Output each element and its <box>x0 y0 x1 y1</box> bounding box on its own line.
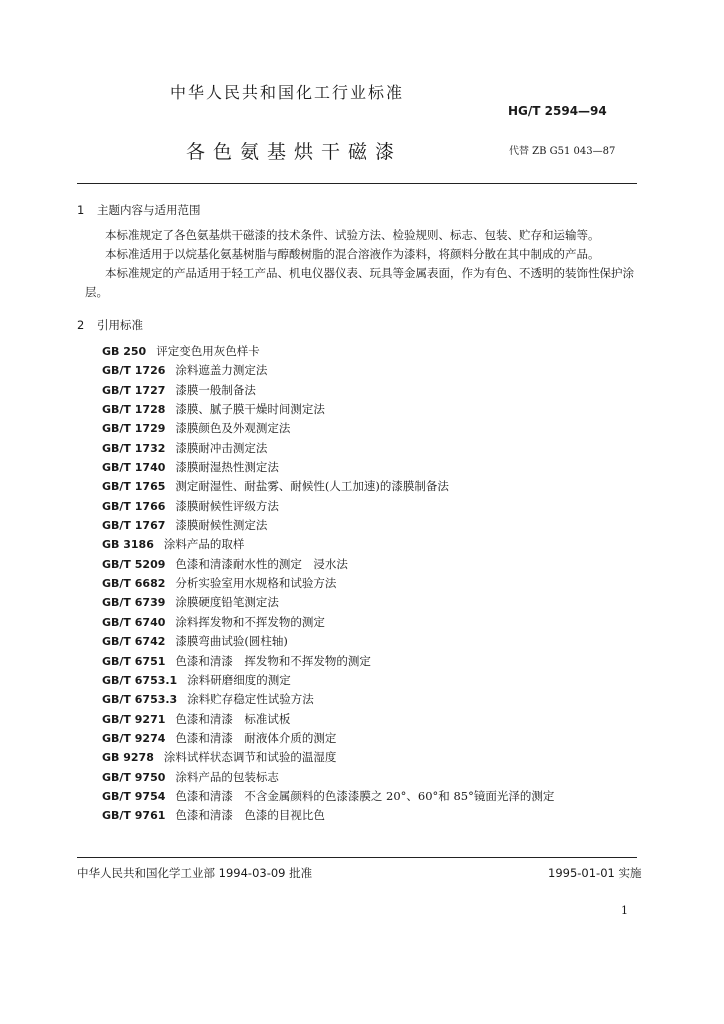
reference-title: 色漆和清漆 不含金属颜料的色漆漆膜之 20°、60°和 85°镜面光泽的测定 <box>175 788 555 803</box>
reference-title: 漆膜耐冲击测定法 <box>175 440 268 455</box>
reference-title: 色漆和清漆 色漆的目视比色 <box>175 808 325 823</box>
reference-code: GB/T 9750 <box>102 770 166 784</box>
reference-item <box>102 574 554 593</box>
reference-title: 漆膜颜色及外观测定法 <box>175 421 291 436</box>
reference-item <box>102 381 554 400</box>
replaces-note: 代替 ZB G51 043—87 <box>509 146 616 157</box>
reference-item <box>102 400 554 419</box>
reference-code: GB/T 6682 <box>102 577 166 591</box>
implementation-date: 1995-01-01 实施 <box>548 866 642 880</box>
reference-item <box>102 458 554 477</box>
reference-item <box>102 729 554 748</box>
reference-item <box>102 652 554 671</box>
reference-title: 分析实验室用水规格和试验方法 <box>175 576 337 591</box>
reference-code: GB/T 9754 <box>102 789 166 803</box>
section-1-heading <box>77 202 201 218</box>
reference-title: 测定耐湿性、耐盐雾、耐候性(人工加速)的漆膜制备法 <box>175 479 449 494</box>
reference-code: GB/T 1766 <box>102 499 166 513</box>
reference-item <box>102 477 554 496</box>
header-divider <box>77 183 637 184</box>
paragraph: 本标准规定的产品适用于轻工产品、机电仪器仪表、玩具等金属表面，作为有色、不透明的装饰性保护涂层。 <box>85 266 634 299</box>
reference-title: 涂料遮盖力测定法 <box>175 363 268 378</box>
reference-code: GB/T 1767 <box>102 519 166 533</box>
reference-code: GB/T 6751 <box>102 654 166 668</box>
reference-item <box>102 593 554 612</box>
reference-title: 涂料贮存稳定性试验方法 <box>187 692 314 707</box>
reference-code: GB 9278 <box>102 751 154 765</box>
paragraph: 本标准适用于以烷基化氨基树脂与醇酸树脂的混合溶液作为漆料，将颜料分散在其中制成的产品。 <box>105 247 600 261</box>
section-title: 主题内容与适用范围 <box>97 203 201 217</box>
reference-item <box>102 439 554 458</box>
reference-code: GB/T 1727 <box>102 383 166 397</box>
reference-item <box>102 516 554 535</box>
reference-title: 色漆和清漆 挥发物和不挥发物的测定 <box>175 653 371 668</box>
reference-title: 涂料试样状态调节和试验的温湿度 <box>163 750 337 765</box>
reference-item <box>102 671 554 690</box>
approval-line: 中华人民共和国化学工业部 1994-03-09 批准 <box>77 866 313 880</box>
reference-item <box>102 555 554 574</box>
section-number: 2 <box>77 318 85 332</box>
reference-code: GB/T 6753.3 <box>102 693 178 707</box>
reference-title: 漆膜耐湿热性测定法 <box>175 460 279 475</box>
reference-code: GB/T 9761 <box>102 809 166 823</box>
reference-item <box>102 342 554 361</box>
reference-title: 漆膜耐候性测定法 <box>175 518 268 533</box>
reference-title: 涂料产品的取样 <box>163 537 245 552</box>
reference-code: GB 3186 <box>102 538 154 552</box>
page-number: 1 <box>621 904 628 917</box>
reference-title: 漆膜弯曲试验(圆柱轴) <box>175 634 288 649</box>
reference-code: GB/T 1765 <box>102 480 166 494</box>
reference-item <box>102 768 554 787</box>
reference-title: 漆膜一般制备法 <box>175 382 256 397</box>
reference-code: GB/T 9274 <box>102 731 166 745</box>
reference-item <box>102 497 554 516</box>
reference-title: 评定变色用灰色样卡 <box>156 344 260 358</box>
reference-item <box>102 787 554 806</box>
reference-code: GB/T 1726 <box>102 364 166 378</box>
paragraph: 本标准规定了各色氨基烘干磁漆的技术条件、试验方法、检验规则、标志、包装、贮存和运输等。 <box>105 228 600 242</box>
reference-title: 涂料产品的包装标志 <box>175 769 279 784</box>
reference-code: GB/T 1729 <box>102 422 166 436</box>
reference-item <box>102 806 554 825</box>
reference-code: GB/T 6753.1 <box>102 673 178 687</box>
reference-item <box>102 419 554 438</box>
reference-item <box>102 361 554 380</box>
reference-title: 涂膜硬度铅笔测定法 <box>175 595 279 610</box>
reference-code: GB/T 6740 <box>102 615 166 629</box>
reference-code: GB/T 9271 <box>102 712 166 726</box>
reference-item <box>102 710 554 729</box>
document-title: 各色氨基烘干磁漆 <box>186 141 403 163</box>
reference-list <box>102 342 554 826</box>
reference-code: GB/T 1740 <box>102 461 166 475</box>
reference-item <box>102 535 554 554</box>
reference-title: 色漆和清漆 标准试板 <box>175 711 291 726</box>
reference-code: GB/T 5209 <box>102 557 166 571</box>
reference-item <box>102 690 554 709</box>
reference-title: 涂料挥发物和不挥发物的测定 <box>175 614 325 629</box>
standard-number: HG/T 2594—94 <box>508 104 607 118</box>
org-title: 中华人民共和国化工行业标准 <box>170 83 405 102</box>
section-title: 引用标准 <box>97 318 143 332</box>
reference-code: GB/T 6739 <box>102 596 166 610</box>
reference-title: 涂料研磨细度的测定 <box>187 672 291 687</box>
footer-divider <box>77 857 637 858</box>
section-2-heading <box>77 317 143 333</box>
reference-item <box>102 613 554 632</box>
reference-code: GB/T 6742 <box>102 635 166 649</box>
reference-code: GB 250 <box>102 345 147 358</box>
reference-item <box>102 748 554 767</box>
reference-code: GB/T 1728 <box>102 403 166 417</box>
reference-code: GB/T 1732 <box>102 441 166 455</box>
reference-title: 漆膜耐候性评级方法 <box>175 498 279 513</box>
section-1-body <box>85 226 640 302</box>
reference-title: 色漆和清漆 耐液体介质的测定 <box>175 730 337 745</box>
reference-item <box>102 632 554 651</box>
reference-title: 漆膜、腻子膜干燥时间测定法 <box>175 402 325 417</box>
section-number: 1 <box>77 203 85 217</box>
reference-title: 色漆和清漆耐水性的测定 浸水法 <box>175 556 348 571</box>
